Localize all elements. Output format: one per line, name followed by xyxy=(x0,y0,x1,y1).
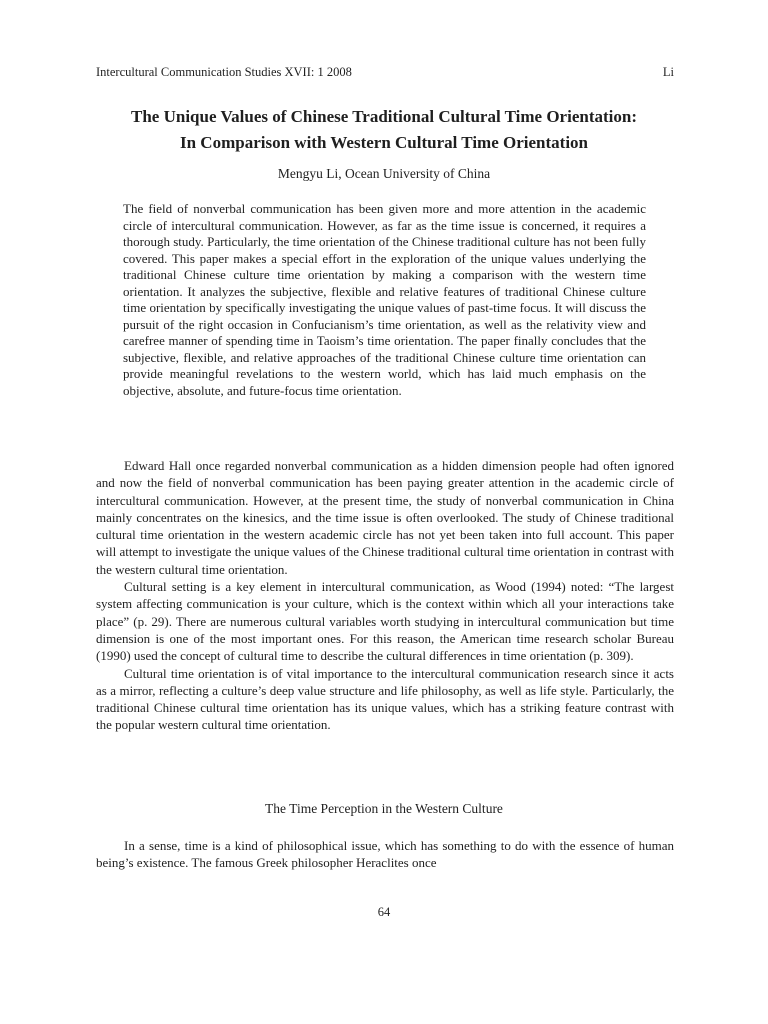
body-paragraph: Cultural setting is a key element in intercultural communication, as Wood (1994) noted: “The largest system affecting communication is your culture, which is the context within which all your interactions take place” (p. 29). There are numerous cultural variables worth studying in intercultural communication but time dimension is one of the most important ones. For this reason, the American time research scholar Bureau (1990) used the concept of cultural time to describe the cultural differences in time orientation (p. 309). xyxy=(96,579,674,664)
paper-title-line1: The Unique Values of Chinese Traditional Cultural Time Orientation: xyxy=(131,107,637,126)
body-paragraph: Edward Hall once regarded nonverbal communication as a hidden dimension people had often ignored and now the field of nonverbal communication has been paying greater attention in the academic circle of intercultural communication. However, at the present time, the study of nonverbal communication in China mainly concentrates on the kinesics, and the time issue is often overlooked. The study of Chinese traditional cultural time orientation in the western academic circle has not yet been taken into full account. This paper will attempt to investigate the unique values of the Chinese traditional cultural time orientation in contrast with the western cultural time orientation. xyxy=(96,458,674,577)
paper-title xyxy=(48,104,720,156)
section-body xyxy=(96,837,674,872)
author-byline: Mengyu Li, Ocean University of China xyxy=(277,166,491,181)
running-header xyxy=(96,65,674,80)
abstract-paragraph: The field of nonverbal communication has been given more and more attention in the academic circle of intercultural communication. However, as far as the time issue is concerned, it requires a thorough study. Particularly, the time orientation of the Chinese traditional culture has not been fully covered. This paper makes a special effort in the exploration of the unique values underlying the traditional Chinese culture time orientation by making a comparison with the western time orientation. It analyzes the subjective, flexible and relative features of traditional Chinese culture time orientation by specifically investigating the unique values of past-time focus. It will discuss the pursuit of the right occasion in Confucianism’s time orientation, as well as the relativity view and carefree manner of spending time in Taoism’s time orientation. The paper finally concludes that the subjective, flexible, and relative approaches of the traditional Chinese culture time orientation can provide meaningful revelations to the western world, which has laid much emphasis on the objective, absolute, and future-focus time orientation. xyxy=(123,201,646,399)
journal-header-text: Intercultural Communication Studies XVII: 1 2008 xyxy=(96,65,352,79)
body-paragraph: In a sense, time is a kind of philosophical issue, which has something to do with the essence of human being’s existence. The famous Greek philosopher Heraclites once xyxy=(96,838,674,871)
paper-title-line2: In Comparison with Western Cultural Time Orientation xyxy=(179,133,589,152)
section-heading: The Time Perception in the Western Culture xyxy=(265,801,503,816)
body-paragraph: Cultural time orientation is of vital importance to the intercultural communication research since it acts as a mirror, reflecting a culture’s deep value structure and life philosophy, as well as life style. Particularly, the traditional Chinese cultural time orientation has its unique values, which has a striking feature contrast with the popular western cultural time orientation. xyxy=(96,665,674,733)
body-text xyxy=(96,457,674,734)
author-surname-header: Li xyxy=(662,65,674,79)
page-number: 64 xyxy=(377,905,391,919)
